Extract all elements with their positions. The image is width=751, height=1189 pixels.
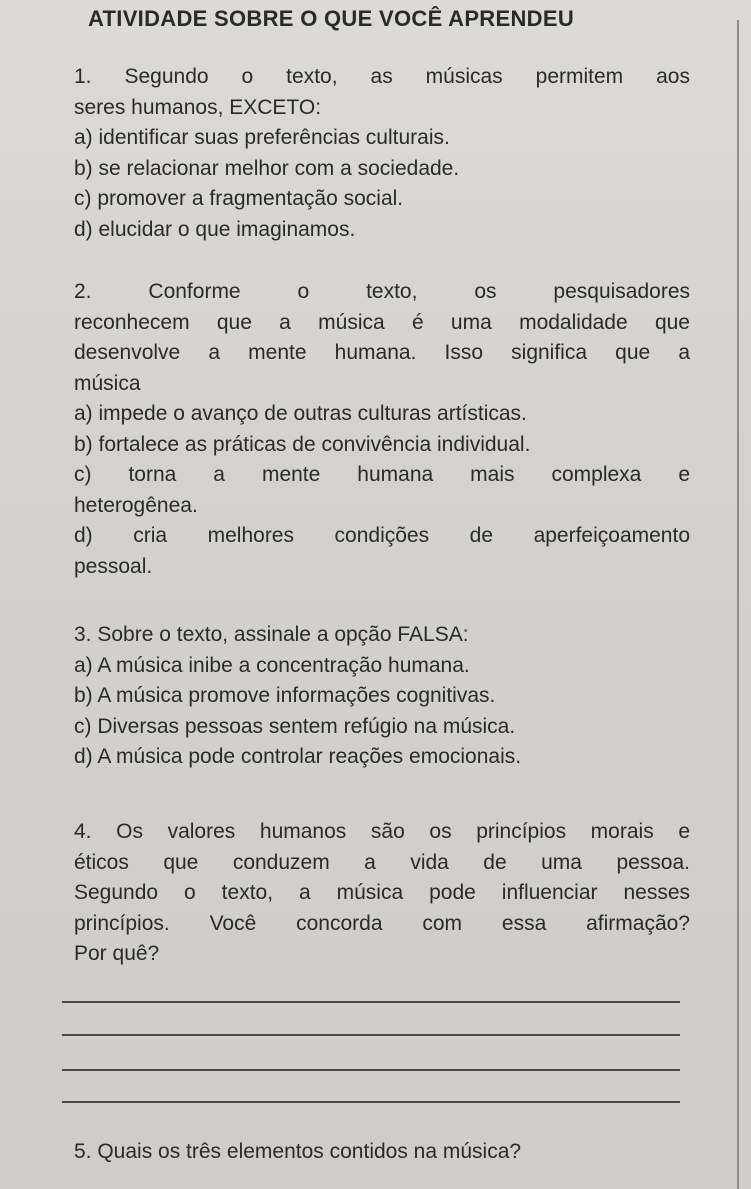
- question-3-option-b: b) A música promove informações cognitivas.: [74, 684, 496, 707]
- question-4-line-5: Por quê?: [74, 942, 160, 965]
- question-2: [74, 277, 690, 582]
- answer-line[interactable]: [62, 1034, 680, 1036]
- question-5: [74, 1137, 714, 1168]
- question-2-option-c-cont: heterogênea.: [74, 493, 198, 517]
- answer-line[interactable]: [62, 1069, 680, 1071]
- page-title: ATIVIDADE SOBRE O QUE VOCÊ APRENDEU: [88, 6, 575, 31]
- question-1-line-1: 1. Segundo o texto, as músicas permitem aos: [74, 65, 690, 88]
- answer-line[interactable]: [62, 1001, 680, 1003]
- question-1-option-a: a) identificar suas preferências culturais.: [74, 126, 450, 149]
- question-2-line-2: reconhecem que a música é uma modalidade que: [74, 310, 690, 334]
- question-3-option-a: a) A música inibe a concentração humana.: [74, 653, 470, 677]
- question-2-line-3: desenvolve a mente humana. Isso significa que a: [74, 341, 690, 364]
- question-2-option-a: a) impede o avanço de outras culturas artísticas.: [74, 402, 527, 425]
- question-3: [74, 620, 690, 773]
- question-3-option-c: c) Diversas pessoas sentem refúgio na música.: [74, 714, 516, 738]
- question-1-option-b: b) se relacionar melhor com a sociedade.: [74, 156, 460, 180]
- margin-line: [737, 20, 739, 1189]
- question-2-line-1: 2. Conforme o texto, os pesquisadores: [74, 280, 690, 303]
- question-2-option-d-cont: pessoal.: [74, 554, 153, 578]
- question-1-option-c: c) promover a fragmentação social.: [74, 187, 404, 210]
- question-3-line-1: 3. Sobre o texto, assinale a opção FALSA:: [74, 623, 469, 646]
- question-2-option-d: d) cria melhores condições de aperfeiçoamento: [74, 524, 690, 547]
- question-1-line-2: seres humanos, EXCETO:: [74, 95, 322, 119]
- question-3-option-d: d) A música pode controlar reações emocionais.: [74, 745, 522, 768]
- question-4: [74, 817, 690, 970]
- question-4-line-2: éticos que conduzem a vida de uma pessoa.: [74, 850, 690, 874]
- question-2-line-4: música: [74, 371, 141, 395]
- question-2-option-b: b) fortalece as práticas de convivência individual.: [74, 432, 531, 456]
- answer-line[interactable]: [62, 1101, 680, 1103]
- question-4-line-3: Segundo o texto, a música pode influenciar nesses: [74, 881, 690, 904]
- question-1: [74, 62, 690, 245]
- question-4-line-1: 4. Os valores humanos são os princípios morais e: [74, 820, 690, 843]
- question-1-option-d: d) elucidar o que imaginamos.: [74, 217, 356, 241]
- question-4-line-4: princípios. Você concorda com essa afirmação?: [74, 911, 690, 935]
- question-5-line-1: 5. Quais os três elementos contidos na música?: [74, 1140, 522, 1163]
- question-2-option-c: c) torna a mente humana mais complexa e: [74, 463, 690, 486]
